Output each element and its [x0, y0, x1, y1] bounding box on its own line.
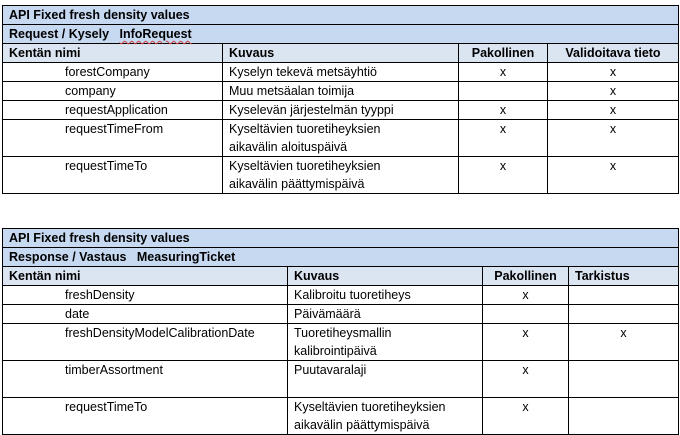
response-table [2, 228, 679, 435]
validated-mark: x [548, 82, 679, 101]
subtitle-name: InfoRequest [119, 27, 192, 41]
field-description: Muu metsäalan toimija [223, 82, 459, 101]
field-name: requestTimeTo [3, 157, 223, 194]
column-header: Kentän nimi [3, 267, 288, 286]
table-row [3, 286, 679, 305]
field-description: Puutavaralaji [288, 361, 483, 398]
column-header: Kuvaus [288, 267, 483, 286]
table-row [3, 324, 679, 361]
required-mark: x [459, 63, 548, 82]
field-description: Kyselyn tekevä metsäyhtiö [223, 63, 459, 82]
table-row [3, 120, 679, 157]
table-subtitle-row [3, 248, 679, 267]
table-row [3, 305, 679, 324]
column-header: Pakollinen [459, 44, 548, 63]
header-row [3, 44, 679, 63]
field-name: date [3, 305, 288, 324]
table-row [3, 82, 679, 101]
check-mark: x [569, 324, 679, 361]
validated-mark: x [548, 101, 679, 120]
required-mark: x [459, 157, 548, 194]
field-description: Päivämäärä [288, 305, 483, 324]
column-header: Kentän nimi [3, 44, 223, 63]
required-mark: x [483, 324, 569, 361]
field-name: timberAssortment [3, 361, 288, 398]
header-row [3, 267, 679, 286]
field-name: forestCompany [3, 63, 223, 82]
column-header: Pakollinen [483, 267, 569, 286]
field-name: freshDensityModelCalibrationDate [3, 324, 288, 361]
check-mark [569, 361, 679, 398]
field-name: requestTimeFrom [3, 120, 223, 157]
check-mark [569, 286, 679, 305]
check-mark [569, 398, 679, 435]
table-row [3, 157, 679, 194]
validated-mark: x [548, 63, 679, 82]
required-mark: x [459, 101, 548, 120]
field-description: Tuoretiheysmallin kalibrointipäivä [288, 324, 483, 361]
table-title-row [3, 229, 679, 248]
required-mark [483, 305, 569, 324]
field-name: company [3, 82, 223, 101]
field-description: Kyselevän järjestelmän tyyppi [223, 101, 459, 120]
table-title-row [3, 6, 679, 25]
field-description: Kyseltävien tuoretiheyksien aikavälin päättymispäivä [223, 157, 459, 194]
field-name: freshDensity [3, 286, 288, 305]
field-name: requestApplication [3, 101, 223, 120]
table-subtitle-row [3, 25, 679, 44]
column-header: Validoitava tieto [548, 44, 679, 63]
subtitle-name: MeasuringTicket [136, 250, 236, 264]
table-title: API Fixed fresh density values [3, 229, 679, 248]
required-mark: x [483, 361, 569, 398]
field-description: Kyseltävien tuoretiheyksien aikavälin aloituspäivä [223, 120, 459, 157]
subtitle-label: Request / Kysely [9, 27, 110, 41]
table-subtitle [3, 25, 679, 44]
validated-mark: x [548, 157, 679, 194]
request-table [2, 5, 679, 194]
subtitle-label: Response / Vastaus [9, 250, 127, 264]
table-row [3, 398, 679, 435]
table-row [3, 361, 679, 398]
column-header: Tarkistus [569, 267, 679, 286]
table-row [3, 63, 679, 82]
field-name: requestTimeTo [3, 398, 288, 435]
table-row [3, 101, 679, 120]
required-mark: x [483, 398, 569, 435]
validated-mark: x [548, 120, 679, 157]
required-mark: x [459, 120, 548, 157]
check-mark [569, 305, 679, 324]
field-description: Kyseltävien tuoretiheyksien aikavälin päättymispäivä [288, 398, 483, 435]
table-title: API Fixed fresh density values [3, 6, 679, 25]
field-description: Kalibroitu tuoretiheys [288, 286, 483, 305]
required-mark [459, 82, 548, 101]
required-mark: x [483, 286, 569, 305]
table-subtitle [3, 248, 679, 267]
column-header: Kuvaus [223, 44, 459, 63]
